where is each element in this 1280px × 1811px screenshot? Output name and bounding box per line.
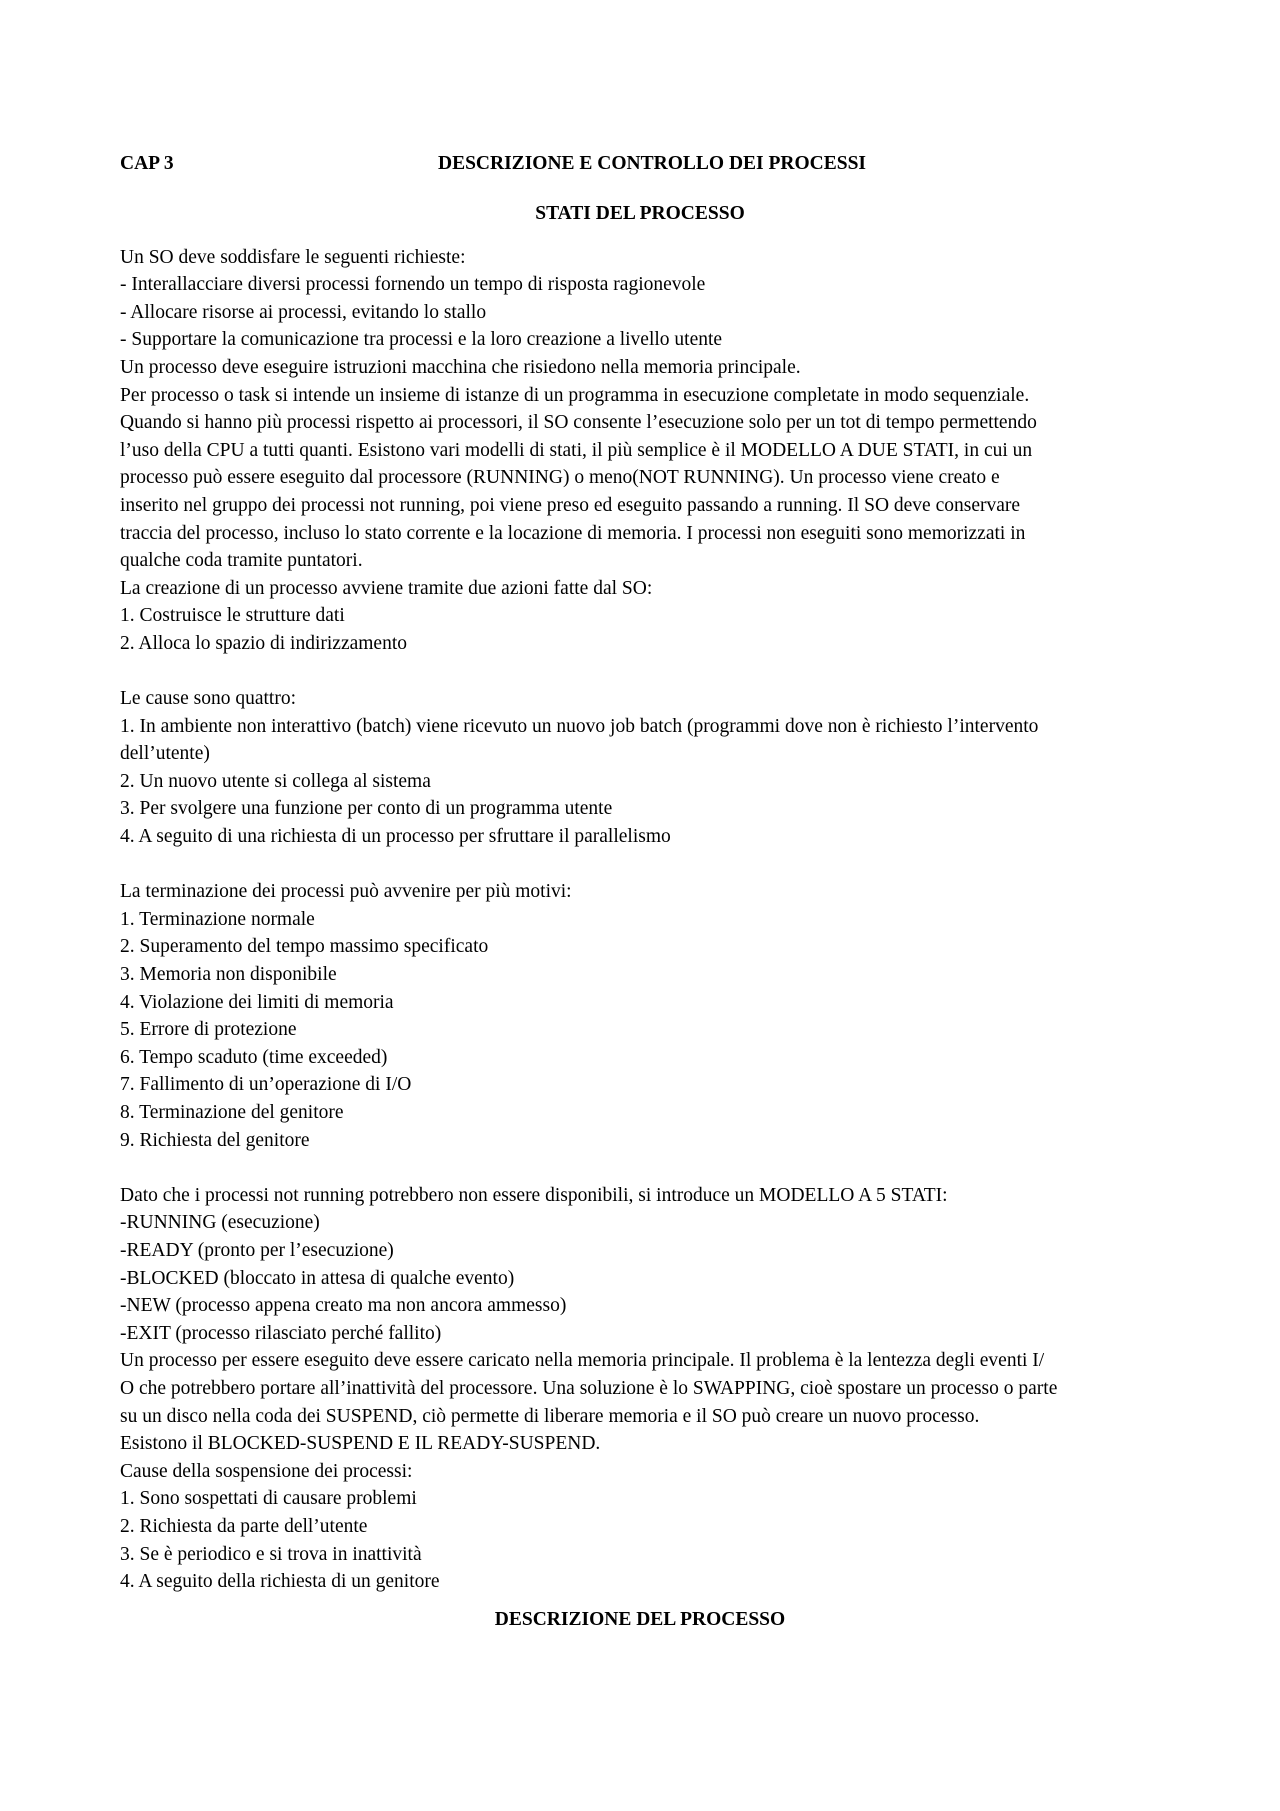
list-item: -EXIT (processo rilasciato perché fallito) [120,1322,442,1344]
list-item: 8. Terminazione del genitore [120,1102,344,1123]
list-item: - Allocare risorse ai processi, evitando lo stallo [120,301,487,323]
chapter-header [120,150,1180,178]
paragraph: Per processo o task si intende un insieme di istanze di un programma in esecuzione completate in modo sequenziale. [120,384,1030,406]
paragraph: La terminazione dei processi può avvenire per più motivi: [120,881,572,903]
list-item: 1. Sono sospettati di causare problemi [120,1488,417,1510]
list-item: 9. Richiesta del genitore [120,1129,310,1151]
list-item: 3. Memoria non disponibile [120,964,337,986]
paragraph-line: Quando si hanno più processi rispetto ai processori, il SO consente l’esecuzione solo per un tot di tempo permettendo [120,412,1037,434]
spacer [120,658,1180,686]
list-item: - Interallacciare diversi processi fornendo un tempo di risposta ragionevole [120,274,706,296]
paragraph: La creazione di un processo avviene tramite due azioni fatte dal SO: [120,577,653,599]
list-item: 3. Per svolgere una funzione per conto di un programma utente [120,798,613,820]
paragraph-line: qualche coda tramite puntatori. [120,550,363,572]
list-item: 1. Costruisce le strutture dati [120,605,345,627]
chapter-title: DESCRIZIONE E CONTROLLO DEI PROCESSI [438,153,867,174]
list-item: 1. Terminazione normale [120,908,315,930]
list-item: -NEW (processo appena creato ma non ancora ammesso) [120,1295,567,1317]
paragraph-line: Un processo per essere eseguito deve essere caricato nella memoria principale. Il problema è la lentezza degli eventi I/ [120,1350,1045,1372]
paragraph-line: l’uso della CPU a tutti quanti. Esistono vari modelli di stati, il più semplice è il MODELLO A DUE STATI, in cui un [120,439,1033,461]
paragraph-line: Esistono il BLOCKED-SUSPEND E IL READY-SUSPEND. [120,1433,601,1455]
list-item: - Supportare la comunicazione tra processi e la loro creazione a livello utente [120,329,723,351]
list-item: 1. In ambiente non interattivo (batch) viene ricevuto un nuovo job batch (programmi dove non è richiesto l’intervento [120,715,1039,737]
list-item: 3. Se è periodico e si trova in inattività [120,1543,422,1565]
document-body [120,150,1180,1633]
list-item: 6. Tempo scaduto (time exceeded) [120,1046,388,1068]
list-item: 5. Errore di protezione [120,1019,297,1041]
spacer [120,851,1180,879]
section-title-stati: STATI DEL PROCESSO [535,203,745,224]
paragraph-intro: Un SO deve soddisfare le seguenti richieste: [120,246,466,268]
section-title-descrizione: DESCRIZIONE DEL PROCESSO [494,1608,786,1630]
list-item: 4. A seguito della richiesta di un genitore [120,1571,440,1593]
paragraph: Un processo deve eseguire istruzioni macchina che risiedono nella memoria principale. [120,356,801,378]
paragraph: Cause della sospensione dei processi: [120,1460,413,1482]
list-item: 4. Violazione dei limiti di memoria [120,991,394,1013]
chapter-number: CAP 3 [120,153,174,174]
paragraph-line: O che potrebbero portare all’inattività del processore. Una soluzione è lo SWAPPING, cioè spostare un processo o parte [120,1377,1058,1399]
paragraph-line: su un disco nella coda dei SUSPEND, ciò permette di liberare memoria e il SO può creare un nuovo processo. [120,1405,980,1427]
list-item: dell’utente) [120,743,210,765]
list-item: 4. A seguito di una richiesta di un processo per sfruttare il parallelismo [120,826,671,848]
paragraph: Le cause sono quattro: [120,688,296,710]
paragraph: Dato che i processi not running potrebbero non essere disponibili, si introduce un MODELLO A 5 STATI: [120,1184,948,1206]
list-item: -READY (pronto per l’esecuzione) [120,1239,394,1261]
list-item: 7. Fallimento di un’operazione di I/O [120,1074,412,1096]
spacer [120,1154,1180,1182]
list-item: 2. Richiesta da parte dell’utente [120,1515,368,1537]
list-item: 2. Alloca lo spazio di indirizzamento [120,632,408,654]
paragraph-line: traccia del processo, incluso lo stato corrente e la locazione di memoria. I processi non eseguiti sono memorizzati in [120,522,1026,544]
list-item: 2. Superamento del tempo massimo specificato [120,936,489,958]
paragraph-line: processo può essere eseguito dal processore (RUNNING) o meno(NOT RUNNING). Un processo viene creato e [120,467,1000,489]
list-item: 2. Un nuovo utente si collega al sistema [120,770,431,792]
paragraph-line: inserito nel gruppo dei processi not running, poi viene preso ed eseguito passando a running. Il SO deve conservare [120,494,1021,516]
list-item: -RUNNING (esecuzione) [120,1212,320,1234]
list-item: -BLOCKED (bloccato in attesa di qualche evento) [120,1267,515,1289]
